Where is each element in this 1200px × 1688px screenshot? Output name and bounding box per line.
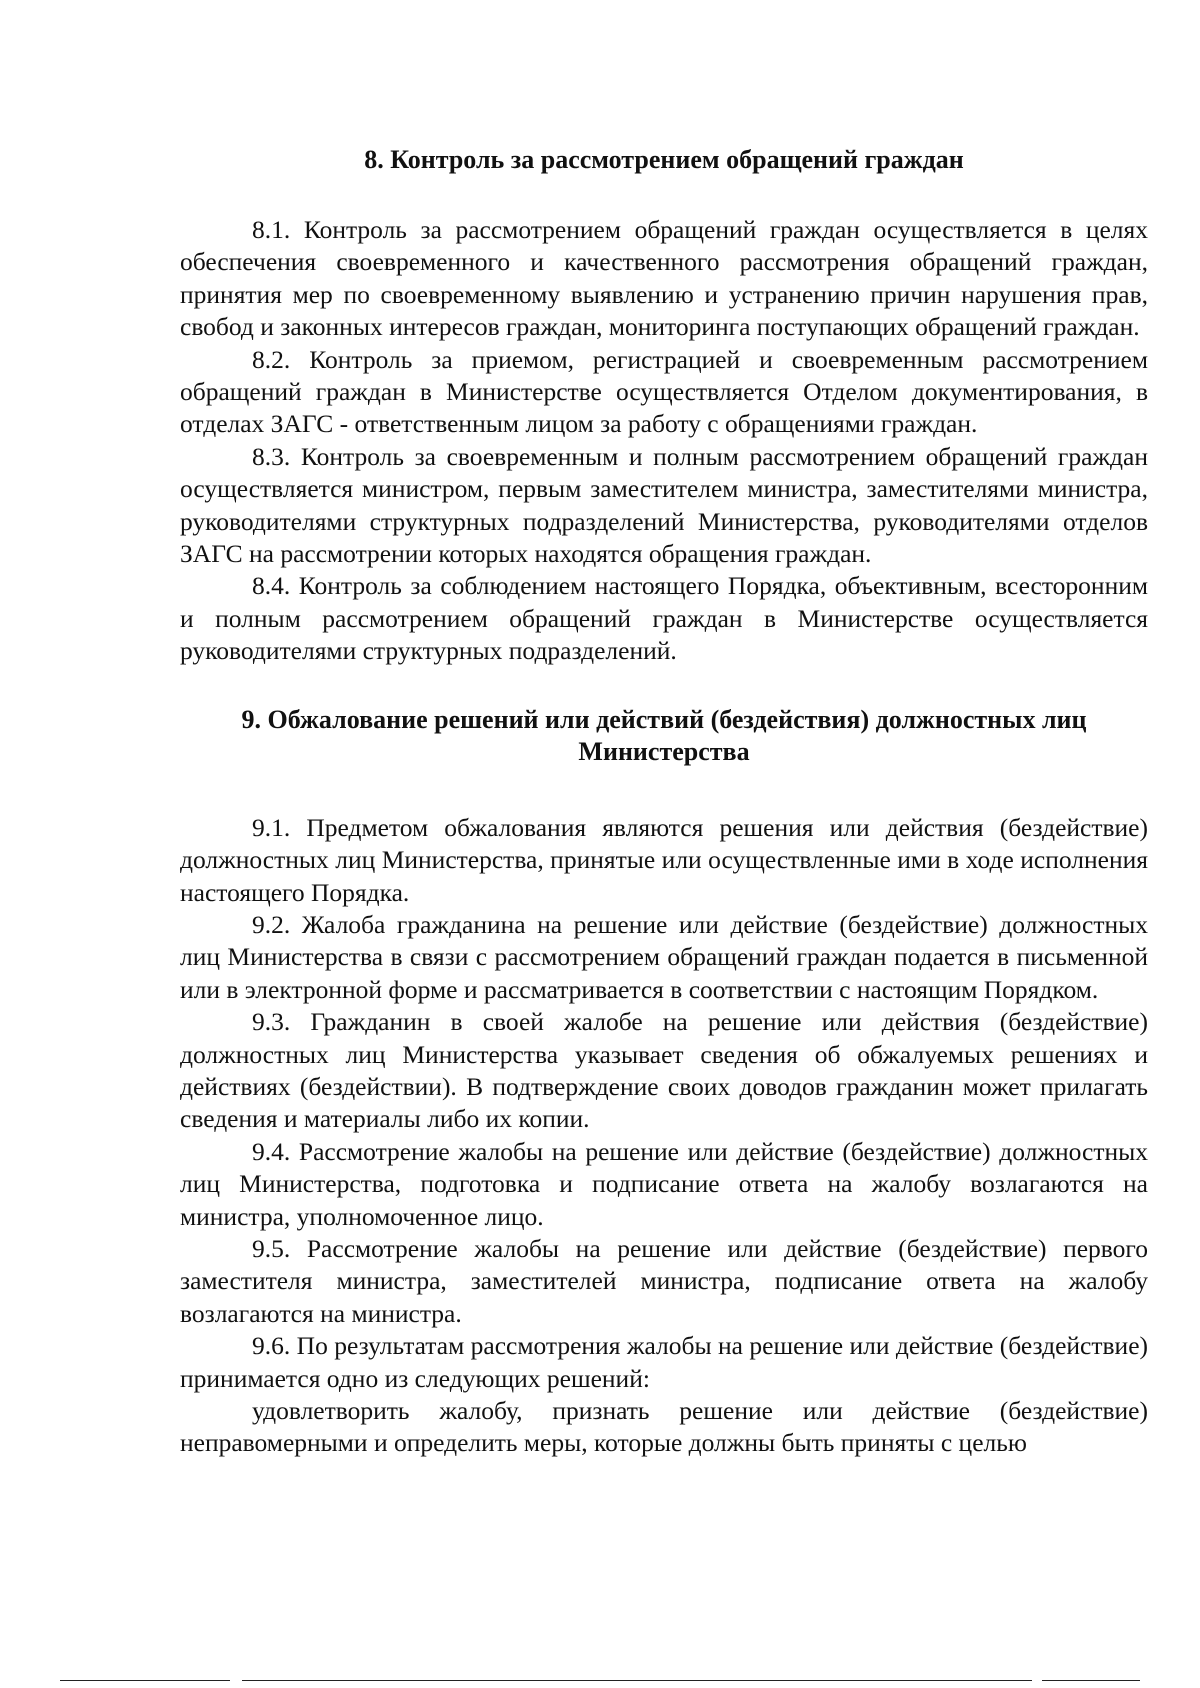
document-body xyxy=(180,144,1148,1460)
section-8-heading: 8. Контроль за рассмотрением обращений граждан xyxy=(364,145,964,174)
paragraph-8-1: 8.1. Контроль за рассмотрением обращений граждан осуществляется в целях обеспечения своевременного и качественного рассмотрения обращений граждан, принятия мер по своевременному выявлению и устранению причин нарушения прав, свобод и законных интересов граждан, мониторинга поступающих обращений граждан. xyxy=(180,215,1148,342)
paragraph-8-4: 8.4. Контроль за соблюдением настоящего Порядка, объективным, всесторонним и полным рассмотрением обращений граждан в Министерстве осуществляется руководителями структурных подразделений. xyxy=(180,571,1148,666)
footer-rule-right xyxy=(1042,1680,1140,1681)
paragraph-8-3: 8.3. Контроль за своевременным и полным рассмотрением обращений граждан осуществляется министром, первым заместителем министра, заместителями министра, руководителями структурных подразделений Министерства, руководителями отделов ЗАГС на рассмотрении которых находятся обращения граждан. xyxy=(180,441,1148,569)
section-9-heading xyxy=(180,704,1148,768)
paragraph-9-1: 9.1. Предметом обжалования являются решения или действия (бездействие) должностных лиц Министерства, принятые или осуществленные ими в ходе исполнения настоящего Порядка. xyxy=(180,812,1148,907)
footer-rule-center xyxy=(242,1680,1032,1681)
paragraph-9-3: 9.3. Гражданин в своей жалобе на решение или действия (бездействие) должностных лиц Министерства указывает сведения об обжалуемых решениях и действиях (бездействии). В подтверждение своих доводов гражданин может прилагать сведения и материалы либо их копии. xyxy=(180,1007,1148,1134)
footer-rule-left xyxy=(60,1680,230,1681)
paragraph-9-6-option-1: удовлетворить жалобу, признать решение или действие (бездействие) неправомерными и определить меры, которые должны быть приняты с целью xyxy=(180,1396,1148,1458)
paragraph-9-6: 9.6. По результатам рассмотрения жалобы на решение или действие (бездействие) принимается одно из следующих решений: xyxy=(180,1331,1148,1393)
paragraph-9-2: 9.2. Жалоба гражданина на решение или действие (бездействие) должностных лиц Министерства в связи с рассмотрением обращений граждан подается в письменной или в электронной форме и рассматривается в соответствии с настоящим Порядком. xyxy=(180,909,1148,1004)
section-9-heading-line-1: 9. Обжалование решений или действий (бездействия) должностных лиц xyxy=(241,704,1087,734)
paragraph-9-4: 9.4. Рассмотрение жалобы на решение или действие (бездействие) должностных лиц Министерства, подготовка и подписание ответа на жалобу возлагаются на министра, уполномоченное лицо. xyxy=(180,1136,1148,1231)
section-9-heading-line-2: Министерства xyxy=(578,736,750,766)
paragraph-8-2: 8.2. Контроль за приемом, регистрацией и своевременным рассмотрением обращений граждан в Министерстве осуществляется Отделом документирования, в отделах ЗАГС - ответственным лицом за работу с обращениями граждан. xyxy=(180,344,1148,439)
paragraph-9-5: 9.5. Рассмотрение жалобы на решение или действие (бездействие) первого заместителя министра, заместителей министра, подписание ответа на жалобу возлагаются на министра. xyxy=(180,1233,1148,1328)
